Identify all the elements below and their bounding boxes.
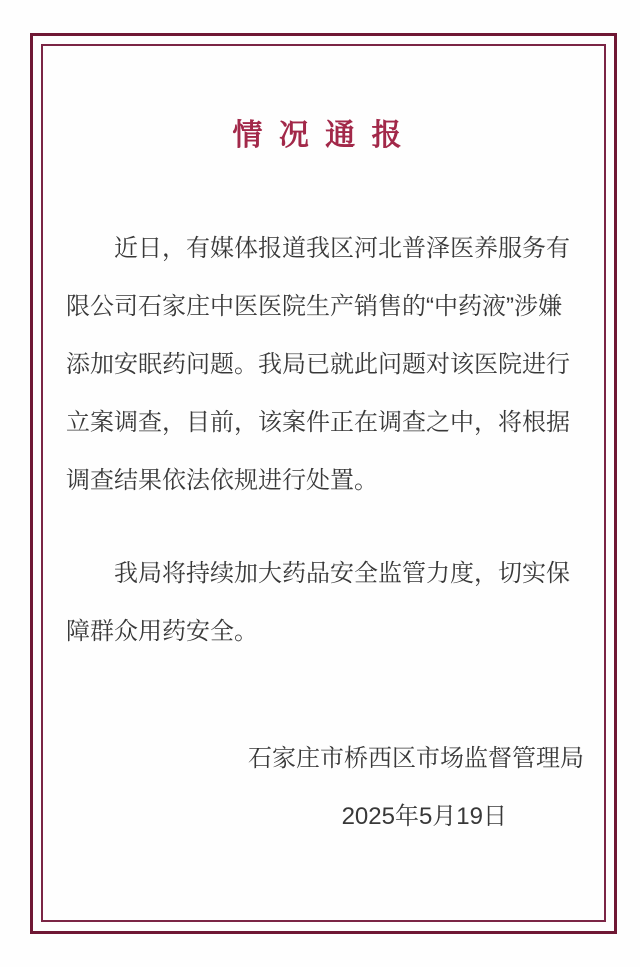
inner-border-frame — [41, 44, 606, 922]
paragraph-line: 立案调查，目前，该案件正在调查之中，将根据 — [66, 409, 570, 436]
issuer-signature: 石家庄市桥西区市场监督管理局 — [248, 745, 584, 772]
notice-paragraph-1 — [66, 220, 572, 510]
signature-block — [66, 730, 584, 846]
issue-date: 2025年5月19日 — [341, 803, 507, 830]
paragraph-line: 调查结果依法依规进行处置。 — [66, 467, 378, 494]
notice-content — [66, 46, 584, 846]
paragraph-line: 障群众用药安全。 — [66, 618, 258, 645]
paragraph-line: 近日，有媒体报道我区河北普泽医养服务有 — [114, 235, 570, 262]
paragraph-line: 我局将持续加大药品安全监管力度，切实保 — [114, 560, 570, 587]
outer-border-frame — [30, 33, 617, 934]
paragraph-line: 限公司石家庄中医医院生产销售的“中药液”涉嫌 — [66, 293, 562, 320]
notice-title: 情 况 通 报 — [232, 119, 406, 152]
notice-paragraph-2 — [66, 545, 572, 661]
paragraph-line: 添加安眠药问题。我局已就此问题对该医院进行 — [66, 351, 570, 378]
